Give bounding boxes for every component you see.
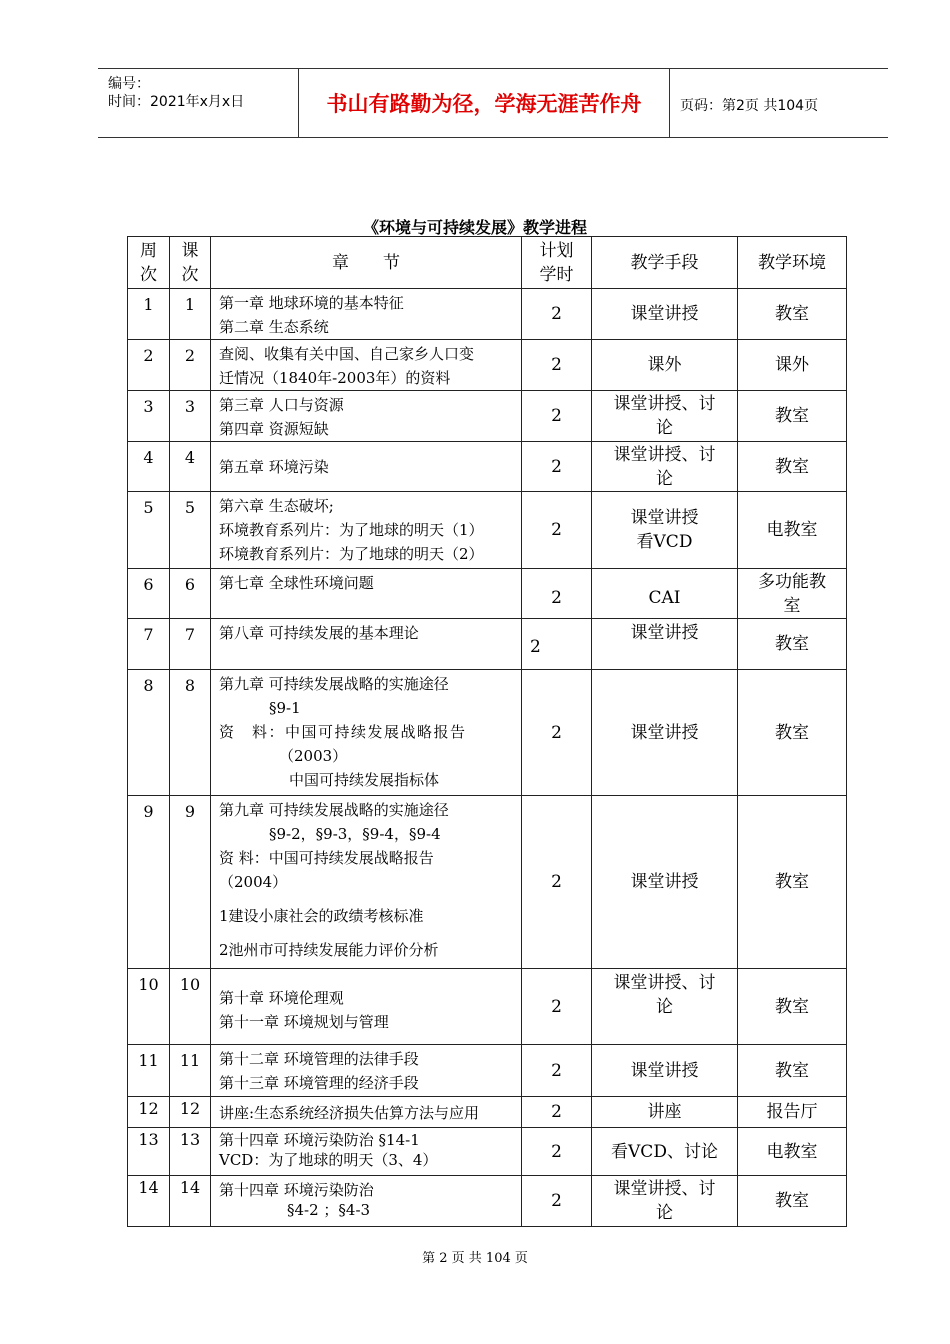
week-cell: 1 <box>128 289 170 340</box>
chapter-cell: 第十四章 环境污染防治 §14-1 VCD：为了地球的明天（3、4） <box>211 1128 522 1176</box>
env-cell: 教室 <box>738 1176 847 1227</box>
header-hours: 计划 学时 <box>522 237 592 289</box>
hours-cell: 2 <box>522 969 592 1045</box>
header-page-info: 页码：第2页 共104页 <box>680 98 819 114</box>
header-env: 教学环境 <box>738 237 847 289</box>
lesson-cell: 5 <box>170 492 211 569</box>
schedule-table <box>127 236 847 1227</box>
method-cell: 课堂讲授 看VCD <box>592 492 738 569</box>
week-cell: 13 <box>128 1128 170 1176</box>
table-row <box>128 391 847 442</box>
lesson-cell: 1 <box>170 289 211 340</box>
chapter-cell: 第九章 可持续发展战略的实施途径 §9-2，§9-3，§9-4，§9-4 资 料：中国可持续发展战略报告 （2004） 1建设小康社会的政绩考核标准 2池州市可持续发展能力评价分析 <box>211 796 522 969</box>
page-header <box>98 68 888 138</box>
week-cell: 6 <box>128 569 170 619</box>
header-week: 周 次 <box>128 237 170 289</box>
chapter-cell: 第八章 可持续发展的基本理论 <box>211 619 522 670</box>
chapter-cell: 讲座:生态系统经济损失估算方法与应用 <box>211 1097 522 1128</box>
method-cell: CAI <box>592 569 738 619</box>
method-cell: 看VCD、讨论 <box>592 1128 738 1176</box>
hours-cell: 2 <box>522 796 592 969</box>
hours-cell: 2 <box>522 619 592 670</box>
week-cell: 9 <box>128 796 170 969</box>
week-cell: 8 <box>128 670 170 796</box>
table-row <box>128 670 847 796</box>
env-cell: 多功能教 室 <box>738 569 847 619</box>
table-row <box>128 619 847 670</box>
env-cell: 教室 <box>738 796 847 969</box>
chapter-cell: 第九章 可持续发展战略的实施途径 §9-1 资 料：中国可持续发展战略报告 （2003） 中国可持续发展指标体 <box>211 670 522 796</box>
table-row <box>128 1176 847 1227</box>
header-motto: 书山有路勤为径，学海无涯苦作舟 <box>299 69 670 137</box>
week-cell: 4 <box>128 442 170 492</box>
table-row <box>128 969 847 1045</box>
lesson-cell: 2 <box>170 340 211 391</box>
env-cell: 课外 <box>738 340 847 391</box>
hours-cell: 2 <box>522 289 592 340</box>
header-meta <box>98 69 299 137</box>
method-cell: 课堂讲授、讨 论 <box>592 1176 738 1227</box>
table-row <box>128 442 847 492</box>
env-cell: 报告厅 <box>738 1097 847 1128</box>
table-row <box>128 1097 847 1128</box>
chapter-cell: 第七章 全球性环境问题 <box>211 569 522 619</box>
method-cell: 课堂讲授 <box>592 619 738 670</box>
chapter-cell: 查阅、收集有关中国、自己家乡人口变 迁情况（1840年-2003年）的资料 <box>211 340 522 391</box>
lesson-cell: 7 <box>170 619 211 670</box>
table-row <box>128 289 847 340</box>
method-cell: 课堂讲授、讨 论 <box>592 969 738 1045</box>
method-cell: 课堂讲授 <box>592 670 738 796</box>
chapter-cell: 第十四章 环境污染防治 §4-2 ；§4-3 <box>211 1176 522 1227</box>
method-cell: 课外 <box>592 340 738 391</box>
table-row <box>128 796 847 969</box>
env-cell: 教室 <box>738 969 847 1045</box>
chapter-cell: 第三章 人口与资源 第四章 资源短缺 <box>211 391 522 442</box>
env-cell: 教室 <box>738 619 847 670</box>
hours-cell: 2 <box>522 340 592 391</box>
env-cell: 教室 <box>738 1045 847 1097</box>
chapter-cell: 第十章 环境伦理观 第十一章 环境规划与管理 <box>211 969 522 1045</box>
number-label: 编号： <box>108 76 150 92</box>
hours-cell: 2 <box>522 391 592 442</box>
header-lesson: 课 次 <box>170 237 211 289</box>
time-label: 时间：2021年x月x日 <box>108 94 245 110</box>
env-cell: 教室 <box>738 442 847 492</box>
lesson-cell: 4 <box>170 442 211 492</box>
table-row <box>128 492 847 569</box>
week-cell: 3 <box>128 391 170 442</box>
lesson-cell: 8 <box>170 670 211 796</box>
method-cell: 课堂讲授、讨 论 <box>592 391 738 442</box>
lesson-cell: 13 <box>170 1128 211 1176</box>
method-cell: 课堂讲授 <box>592 796 738 969</box>
lesson-cell: 12 <box>170 1097 211 1128</box>
lesson-cell: 11 <box>170 1045 211 1097</box>
page-footer: 第 2 页 共 104 页 <box>422 1251 528 1266</box>
method-cell: 课堂讲授、讨 论 <box>592 442 738 492</box>
lesson-cell: 9 <box>170 796 211 969</box>
method-cell: 讲座 <box>592 1097 738 1128</box>
header-chapter: 章 节 <box>211 237 522 289</box>
env-cell: 教室 <box>738 391 847 442</box>
chapter-cell: 第五章 环境污染 <box>211 442 522 492</box>
week-cell: 5 <box>128 492 170 569</box>
document-title: 《环境与可持续发展》教学进程 <box>362 218 587 237</box>
hours-cell: 2 <box>522 1176 592 1227</box>
table-row <box>128 1128 847 1176</box>
week-cell: 12 <box>128 1097 170 1128</box>
lesson-cell: 10 <box>170 969 211 1045</box>
method-cell: 课堂讲授 <box>592 1045 738 1097</box>
hours-cell: 2 <box>522 1097 592 1128</box>
hours-cell: 2 <box>522 492 592 569</box>
lesson-cell: 3 <box>170 391 211 442</box>
table-header-row <box>128 237 847 289</box>
chapter-cell: 第一章 地球环境的基本特征 第二章 生态系统 <box>211 289 522 340</box>
table-row <box>128 340 847 391</box>
chapter-cell: 第六章 生态破坏; 环境教育系列片：为了地球的明天（1） 环境教育系列片：为了地球的明天（2） <box>211 492 522 569</box>
hours-cell: 2 <box>522 1128 592 1176</box>
lesson-cell: 14 <box>170 1176 211 1227</box>
week-cell: 11 <box>128 1045 170 1097</box>
hours-cell: 2 <box>522 442 592 492</box>
week-cell: 10 <box>128 969 170 1045</box>
hours-cell: 2 <box>522 670 592 796</box>
hours-cell: 2 <box>522 1045 592 1097</box>
env-cell: 电教室 <box>738 492 847 569</box>
header-method: 教学手段 <box>592 237 738 289</box>
week-cell: 7 <box>128 619 170 670</box>
method-cell: 课堂讲授 <box>592 289 738 340</box>
chapter-cell: 第十二章 环境管理的法律手段 第十三章 环境管理的经济手段 <box>211 1045 522 1097</box>
week-cell: 2 <box>128 340 170 391</box>
hours-cell: 2 <box>522 569 592 619</box>
env-cell: 教室 <box>738 289 847 340</box>
env-cell: 电教室 <box>738 1128 847 1176</box>
env-cell: 教室 <box>738 670 847 796</box>
week-cell: 14 <box>128 1176 170 1227</box>
lesson-cell: 6 <box>170 569 211 619</box>
table-row <box>128 1045 847 1097</box>
table-row <box>128 569 847 619</box>
